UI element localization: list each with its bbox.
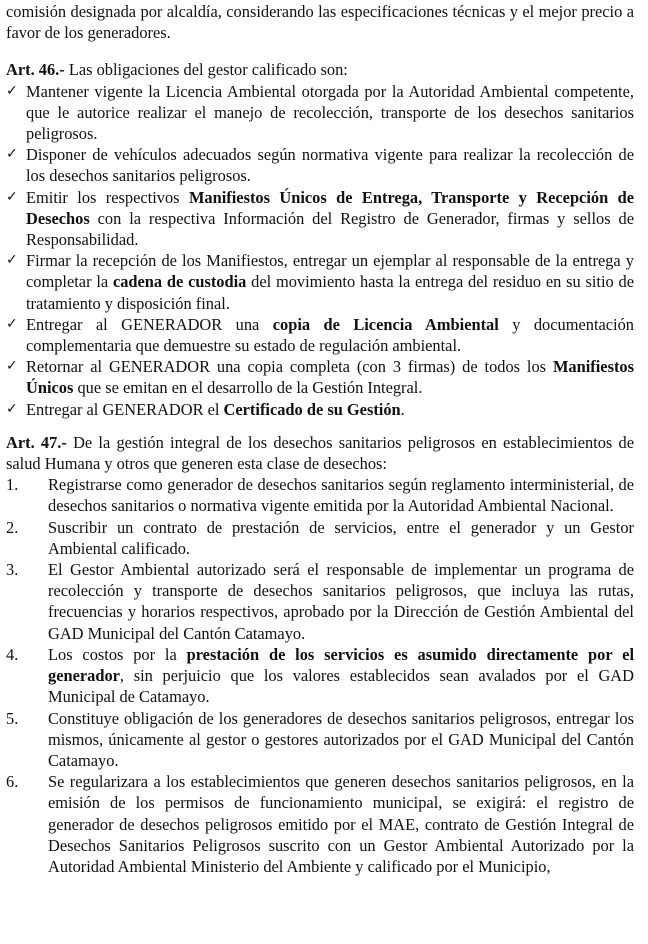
item-text: , sin perjuicio que los valores establecidos sean avalados por el GAD Municipal de Catamayo.	[48, 666, 634, 707]
item-text: Se regularizara a los establecimientos que generen desechos sanitarios peligrosos, en la emisión de los permisos de funcionamiento municipal, se exigirá: el registro de generador de desechos peligrosos emitido por el MAE, contrato de Gestión Integral de Desechos Sanitarios Peligrosos suscrito con un Gestor Ambiental Autorizado por la Autoridad Ambiental Ministerio del Ambiente y calificado por el Municipio,	[48, 772, 634, 876]
item-text: El Gestor Ambiental autorizado será el responsable de implementar un programa de recolección y transporte de desechos sanitarios peligrosos, que incluya las rutas, frecuencias y horarios respectivos, aprobado por la Dirección de Gestión Ambiental del GAD Municipal del Cantón Catamayo.	[48, 560, 634, 643]
art-47-heading	[6, 432, 634, 474]
list-item	[6, 399, 634, 420]
bold-text: Manifiestos Únicos de Entrega, Transporte y Recepción de Desechos	[26, 187, 634, 228]
item-number: 6.	[6, 772, 19, 792]
checkmark-icon: ✓	[6, 358, 18, 375]
item-text: Mantener vigente la Licencia Ambiental otorgada por la Autoridad Ambiental competente, que le autorice realizar el manejo de recolección, transporte de los desechos sanitarios peligrosos.	[26, 81, 634, 144]
list-item	[6, 644, 634, 708]
checkmark-icon: ✓	[6, 400, 18, 417]
list-item	[6, 708, 634, 772]
art-46-text: Las obligaciones del gestor calificado son:	[64, 60, 348, 80]
art-46-checklist	[6, 81, 634, 420]
item-text: Los costos por la	[48, 644, 187, 664]
item-text: Entregar al GENERADOR una	[26, 314, 273, 334]
list-item	[6, 474, 634, 516]
item-text: Constituye obligación de los generadores de desechos sanitarios peligrosos, entregar los mismos, únicamente al gestor o gestores autorizados por el GAD Municipal del Cantón Catamayo.	[48, 708, 634, 770]
art-47-numbered-list	[6, 474, 634, 877]
list-item	[6, 187, 634, 251]
item-text: y documentación complementaria que demuestre su estado de regulación ambiental.	[26, 314, 634, 356]
item-text: del movimiento hasta la entrega del residuo en su sitio de tratamiento y disposición final.	[26, 272, 634, 313]
list-item	[6, 356, 634, 398]
art-47-label: Art. 47.-	[6, 432, 67, 452]
art-46-heading	[6, 59, 634, 80]
item-text: Suscribir un contrato de prestación de servicios, entre el generador y un Gestor Ambiental calificado.	[48, 517, 634, 558]
bold-text: prestación de los servicios es asumido directamente por el generador	[48, 644, 634, 686]
item-number: 5.	[6, 708, 19, 728]
item-text: Firmar la recepción de los Manifiestos, entregar un ejemplar al responsable de la entrega y completar la	[26, 251, 634, 292]
list-item	[6, 771, 634, 877]
list-item	[6, 81, 634, 145]
checkmark-icon: ✓	[6, 188, 18, 205]
intro-paragraph: comisión designada por alcaldía, considerando las especificaciones técnicas y el mejor precio a favor de los generadores.	[6, 2, 634, 43]
item-number: 1.	[6, 475, 19, 495]
list-item	[6, 144, 634, 186]
bold-text: Certificado de su Gestión	[223, 399, 401, 419]
checkmark-icon: ✓	[6, 146, 18, 163]
list-item	[6, 559, 634, 644]
list-item	[6, 517, 634, 559]
item-number: 3.	[6, 560, 19, 580]
item-number: 2.	[6, 517, 19, 537]
item-text: Disponer de vehículos adecuados según normativa vigente para realizar la recolección de los desechos sanitarios peligrosos.	[26, 145, 634, 186]
item-text: con la respectiva Información del Registro de Generador, firmas y sellos de Responsabilidad.	[26, 208, 634, 250]
bold-text: Manifiestos Únicos	[26, 357, 634, 398]
item-text: Retornar al GENERADOR una copia completa (con 3 firmas) de todos los	[26, 357, 553, 377]
list-item	[6, 314, 634, 356]
item-text: .	[400, 399, 405, 419]
list-item	[6, 250, 634, 314]
item-text: que se emitan en el desarrollo de la Gestión Integral.	[73, 378, 423, 398]
checkmark-icon: ✓	[6, 252, 18, 269]
item-text: Registrarse como generador de desechos sanitarios según reglamento interministerial, de desechos sanitarios o normativa vigente emitida por la Autoridad Ambiental Nacional.	[48, 475, 634, 516]
checkmark-icon: ✓	[6, 315, 18, 332]
checkmark-icon: ✓	[6, 82, 18, 99]
bold-text: cadena de custodia	[112, 272, 247, 292]
art-46-label: Art. 46.-	[6, 60, 65, 80]
item-number: 4.	[6, 644, 19, 664]
art-47-text: De la gestión integral de los desechos sanitarios peligrosos en establecimientos de salud Humana y otros que generen esta clase de desechos:	[6, 432, 634, 474]
item-text: Entregar al GENERADOR el	[26, 399, 224, 419]
bold-text: copia de Licencia Ambiental	[272, 314, 499, 334]
item-text: Emitir los respectivos	[26, 187, 189, 207]
